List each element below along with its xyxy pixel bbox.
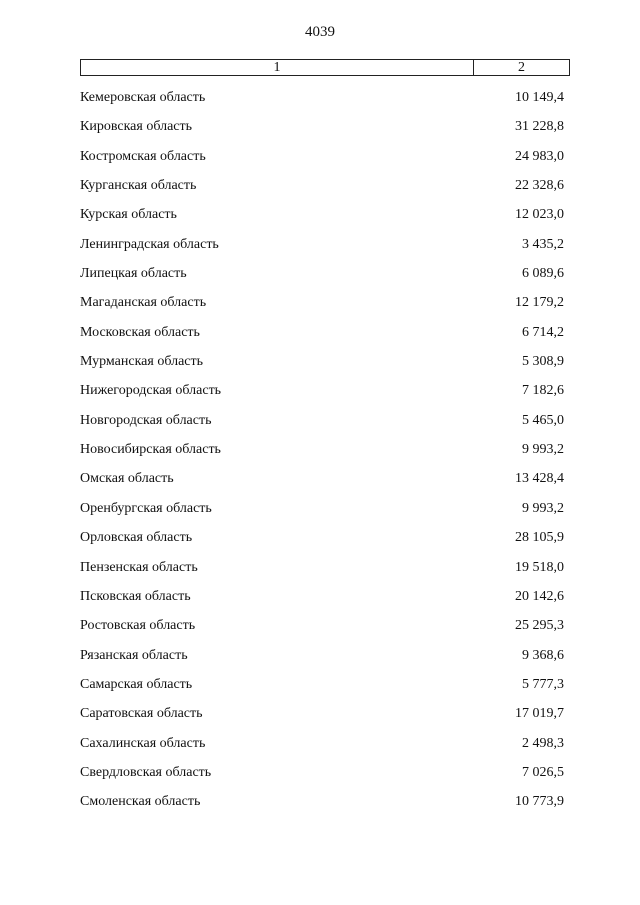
table-row <box>80 176 564 205</box>
region-name: Костромская область <box>80 148 206 164</box>
region-name: Курская область <box>80 207 177 223</box>
table-row <box>80 675 564 704</box>
region-name: Мурманская область <box>80 354 204 370</box>
region-value: 20 142,6 <box>515 588 564 604</box>
region-value: 10 773,9 <box>515 794 564 810</box>
region-name: Смоленская область <box>80 794 201 810</box>
region-value: 12 179,2 <box>515 295 564 311</box>
table-row <box>80 616 564 645</box>
region-name: Омская область <box>80 471 174 487</box>
table-row <box>80 558 564 587</box>
region-value: 6 089,6 <box>522 266 564 282</box>
region-value: 24 983,0 <box>515 148 564 164</box>
table-row <box>80 763 564 792</box>
table-row <box>80 323 564 352</box>
table-row <box>80 704 564 733</box>
table-row <box>80 117 564 146</box>
region-name: Пензенская область <box>80 559 198 575</box>
table-row <box>80 792 564 821</box>
region-value: 10 149,4 <box>515 90 564 105</box>
region-name: Свердловская область <box>80 764 212 780</box>
region-value: 12 023,0 <box>515 207 564 223</box>
region-value: 17 019,7 <box>515 706 564 722</box>
region-value: 2 498,3 <box>522 735 564 751</box>
region-value: 28 105,9 <box>515 530 564 546</box>
region-value: 9 368,6 <box>522 647 564 663</box>
region-name: Псковская область <box>80 588 191 604</box>
table-row <box>80 734 564 763</box>
region-name: Новосибирская область <box>80 442 221 458</box>
region-name: Нижегородская область <box>80 383 222 399</box>
table-row <box>80 352 564 381</box>
column-header-2: 2 <box>518 60 525 75</box>
region-name: Саратовская область <box>80 706 203 722</box>
region-value: 7 026,5 <box>522 764 564 780</box>
region-name: Новгородская область <box>80 412 212 428</box>
region-name: Московская область <box>80 324 200 340</box>
table-row <box>80 88 564 117</box>
table-row <box>80 499 564 528</box>
region-value: 13 428,4 <box>515 471 564 487</box>
table-row <box>80 440 564 469</box>
region-value: 22 328,6 <box>515 178 564 194</box>
table-row <box>80 264 564 293</box>
region-value: 31 228,8 <box>515 119 564 135</box>
region-name: Магаданская область <box>80 295 207 311</box>
region-value: 9 993,2 <box>522 442 564 458</box>
table-row <box>80 293 564 322</box>
region-value: 9 993,2 <box>522 500 564 516</box>
region-name: Курганская область <box>80 178 197 194</box>
region-value: 7 182,6 <box>522 383 564 399</box>
table-row <box>80 381 564 410</box>
region-table-body <box>80 88 564 822</box>
table-row <box>80 235 564 264</box>
page-number: 4039 <box>305 24 335 40</box>
region-value: 19 518,0 <box>515 559 564 575</box>
region-value: 5 308,9 <box>522 354 564 370</box>
region-name: Оренбургская область <box>80 500 212 516</box>
region-name: Ростовская область <box>80 618 196 634</box>
table-row <box>80 646 564 675</box>
region-name: Самарская область <box>80 676 193 692</box>
region-name: Кировская область <box>80 119 193 135</box>
region-name: Рязанская область <box>80 647 188 663</box>
region-value: 5 465,0 <box>522 412 564 428</box>
column-header-1: 1 <box>81 60 474 75</box>
region-value: 5 777,3 <box>522 676 564 692</box>
region-name: Ленинградская область <box>80 236 219 252</box>
region-value: 6 714,2 <box>522 324 564 340</box>
region-value: 3 435,2 <box>522 236 564 252</box>
region-name: Кемеровская область <box>80 90 206 105</box>
region-value: 25 295,3 <box>515 618 564 634</box>
region-name: Орловская область <box>80 530 193 546</box>
table-row <box>80 411 564 440</box>
region-name: Сахалинская область <box>80 735 206 751</box>
region-name: Липецкая область <box>80 266 187 282</box>
table-header <box>80 59 570 76</box>
table-row <box>80 528 564 557</box>
table-row <box>80 147 564 176</box>
table-row <box>80 469 564 498</box>
table-row <box>80 587 564 616</box>
table-row <box>80 205 564 234</box>
